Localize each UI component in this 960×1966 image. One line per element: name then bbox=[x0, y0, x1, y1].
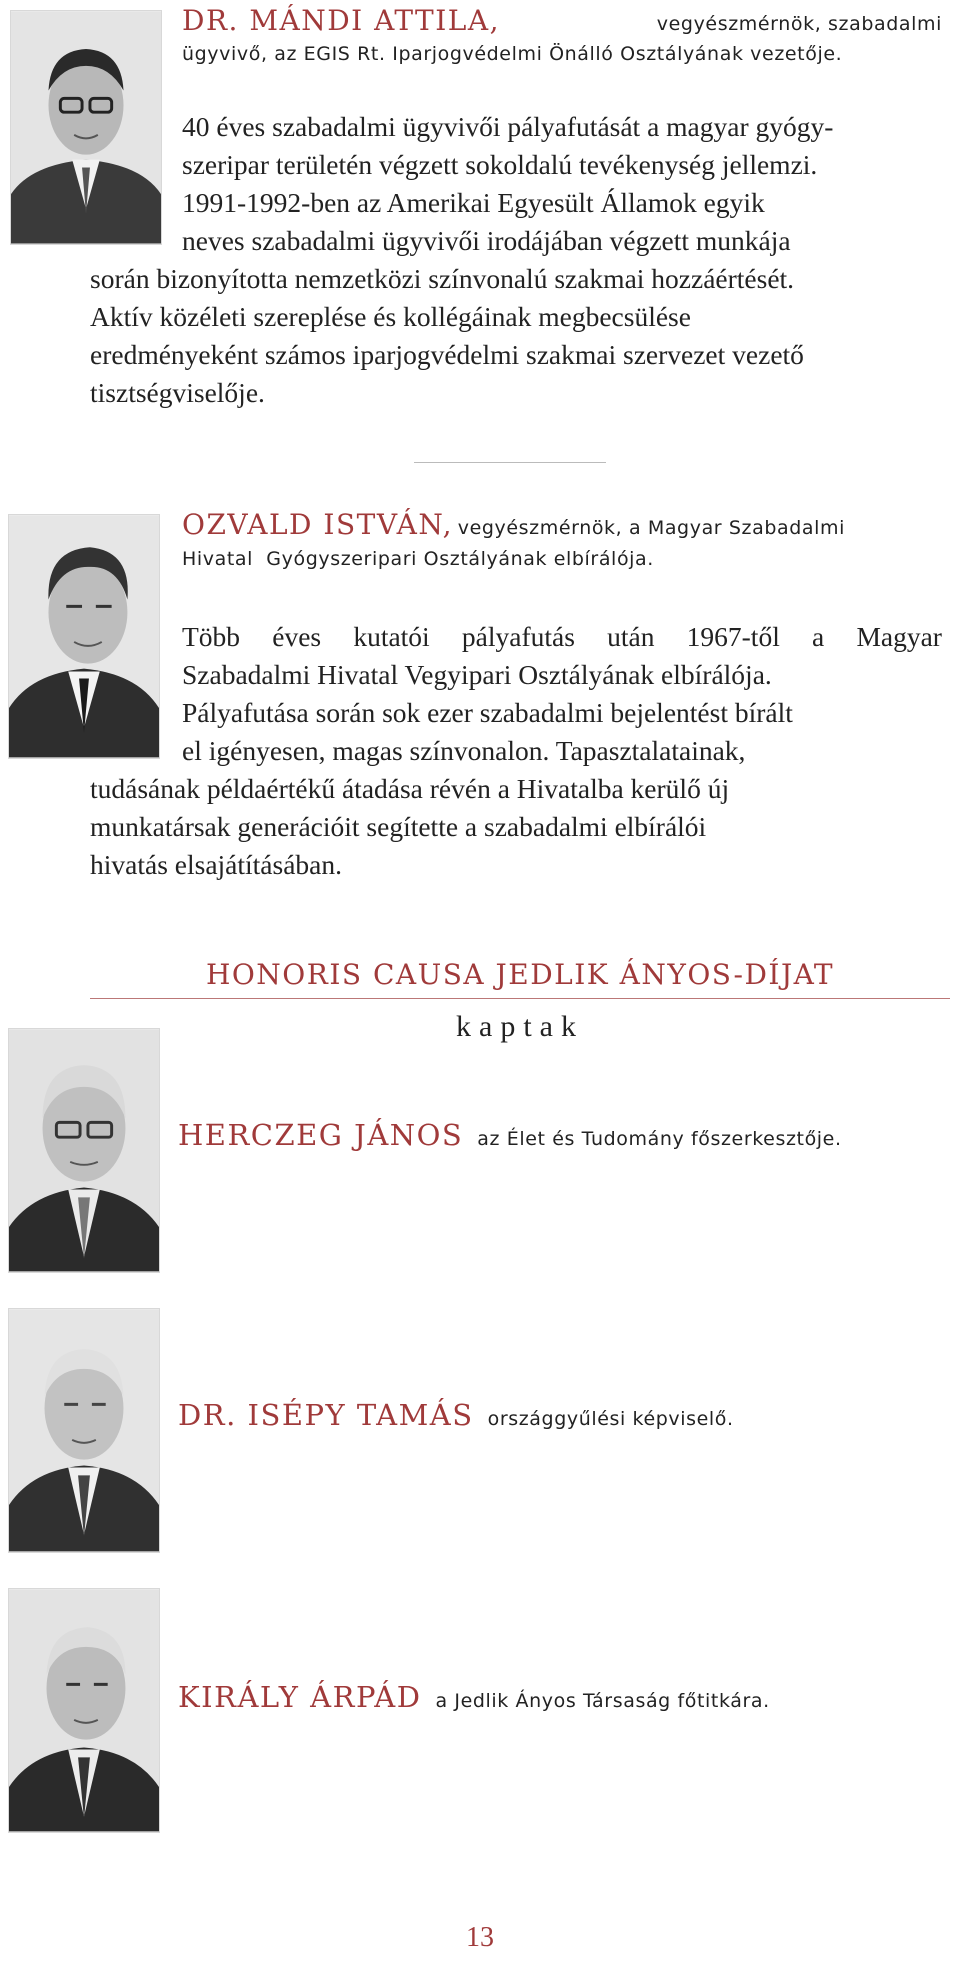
person-role: vegyészmérnök, szabadalmi bbox=[656, 13, 942, 35]
bio-line: szeripar területén végzett sokoldalú tevékenység jellemzi. bbox=[182, 149, 818, 180]
bio-line: hivatás elsajátításában. bbox=[90, 849, 342, 880]
portrait-illustration bbox=[9, 1029, 159, 1272]
person-name: DR. MÁNDI ATTILA, bbox=[182, 4, 500, 37]
person-role: vegyészmérnök, a Magyar Szabadalmi bbox=[457, 517, 846, 539]
bio-line: el igényesen, magas színvonalon. Tapasztalatainak, bbox=[182, 735, 746, 766]
bio-line: 40 éves szabadalmi ügyvivői pályafutását a magyar gyógy- bbox=[182, 111, 834, 142]
bio-line: eredményeként számos iparjogvédelmi szakmai szervezet vezető bbox=[90, 339, 804, 370]
bio-line: munkatársak generációit segítette a szabadalmi elbírálói bbox=[90, 811, 707, 842]
awardee-herczeg-janos bbox=[178, 1118, 842, 1152]
bio-word: pályafutás bbox=[461, 621, 575, 652]
bio-word: után bbox=[607, 621, 655, 652]
awardee-role: az Élet és Tudomány főszerkesztője. bbox=[477, 1128, 842, 1150]
portrait-photo-kiraly-arpad bbox=[8, 1588, 160, 1833]
bio-word: kutatói bbox=[353, 621, 430, 652]
portrait-photo-isepy-tamas bbox=[8, 1308, 160, 1553]
person-header-ozvald-istvan bbox=[182, 510, 942, 574]
bio-line: 1991-1992-ben az Amerikai Egyesült Államok egyik bbox=[182, 187, 765, 218]
bio-line: neves szabadalmi ügyvivői irodájában végzett munkája bbox=[182, 225, 791, 256]
bio-paragraph-ozvald-istvan bbox=[90, 618, 942, 884]
person-role-continued: Hivatal Gyógyszeripari Osztályának elbírálója. bbox=[182, 548, 654, 570]
bio-line: Szabadalmi Hivatal Vegyipari Osztályának elbírálója. bbox=[182, 659, 772, 690]
bio-word: a bbox=[812, 621, 825, 652]
bio-line: során bizonyította nemzetközi színvonalú szakmai hozzáértését. bbox=[90, 263, 795, 294]
honoris-subtitle: kaptak bbox=[456, 1010, 584, 1043]
bio-line bbox=[90, 618, 942, 656]
awardee-isepy-tamas bbox=[178, 1398, 734, 1432]
bio-line: Aktív közéleti szereplése és kollégáinak megbecsülése bbox=[90, 301, 691, 332]
awardee-role: a Jedlik Ányos Társaság főtitkára. bbox=[435, 1690, 770, 1712]
portrait-illustration bbox=[9, 1309, 159, 1552]
bio-word: Magyar bbox=[856, 621, 942, 652]
awardee-kiraly-arpad bbox=[178, 1680, 770, 1714]
honoris-title-rule bbox=[90, 998, 950, 999]
awardee-name: DR. ISÉPY TAMÁS bbox=[178, 1398, 474, 1432]
bio-word: Több bbox=[182, 621, 241, 652]
bio-line: tisztségviselője. bbox=[90, 377, 265, 408]
bio-word: 1967-től bbox=[686, 621, 780, 652]
person-role-continued: ügyvivő, az EGIS Rt. Iparjogvédelmi Önálló Osztályának vezetője. bbox=[182, 43, 843, 65]
page-number: 13 bbox=[466, 1922, 494, 1953]
bio-line: tudásának példaértékű átadása révén a Hivatalba kerülő új bbox=[90, 773, 730, 804]
section-divider bbox=[414, 462, 606, 463]
bio-word: éves bbox=[272, 621, 322, 652]
awardee-role: országgyűlési képviselő. bbox=[487, 1408, 734, 1430]
honoris-causa-title: HONORIS CAUSA JEDLIK ÁNYOS-DÍJAT bbox=[205, 958, 835, 991]
awardee-name: KIRÁLY ÁRPÁD bbox=[178, 1680, 422, 1714]
person-name: OZVALD ISTVÁN, bbox=[182, 508, 453, 541]
portrait-photo-herczeg-janos bbox=[8, 1028, 160, 1273]
awardee-name: HERCZEG JÁNOS bbox=[178, 1118, 464, 1152]
bio-line: Pályafutása során sok ezer szabadalmi bejelentést bírált bbox=[182, 697, 793, 728]
bio-paragraph-mandi-attila bbox=[90, 108, 942, 412]
portrait-illustration bbox=[9, 1589, 159, 1832]
person-header-mandi-attila bbox=[182, 6, 942, 69]
